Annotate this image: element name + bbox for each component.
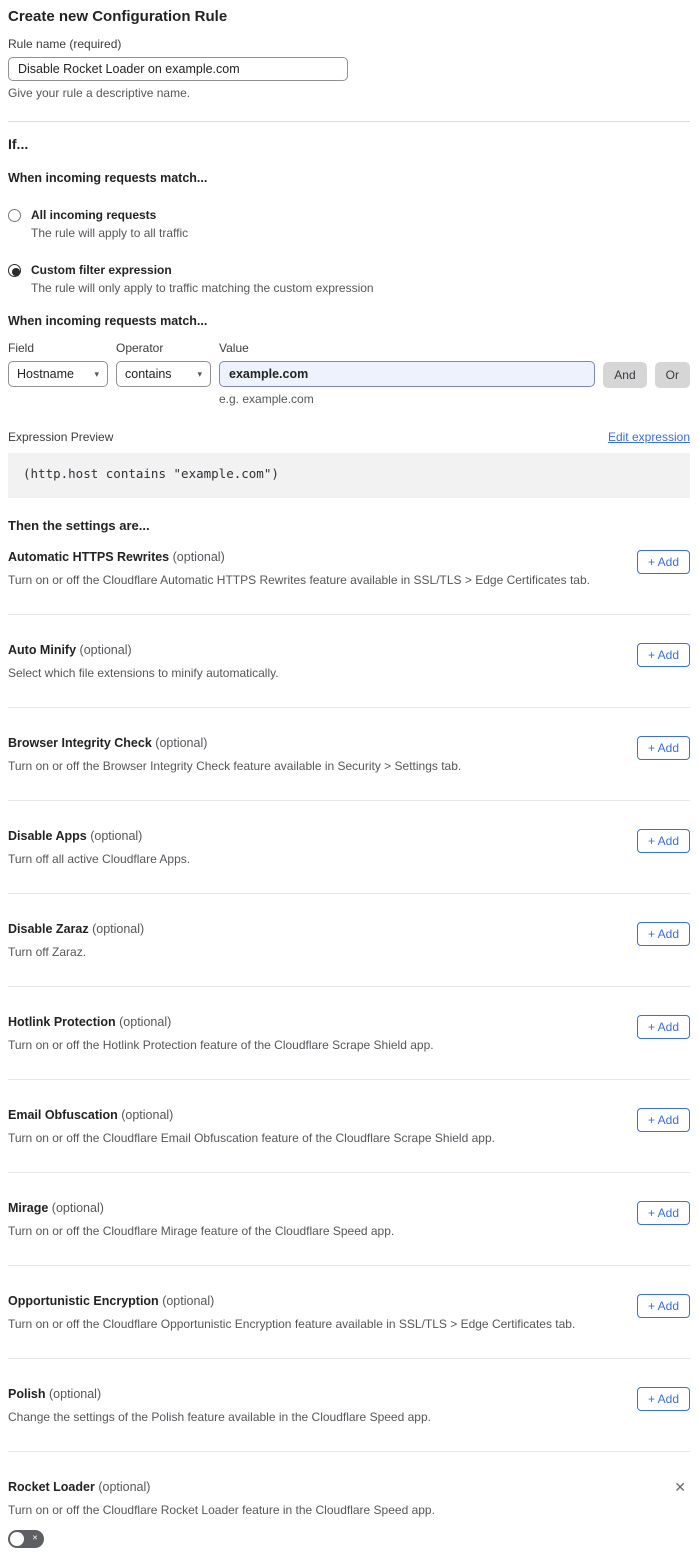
radio-option-text — [31, 263, 374, 295]
setting-row-browser-integrity-check — [8, 708, 690, 801]
setting-text — [8, 1387, 431, 1424]
optional-tag: (optional) — [49, 1387, 102, 1401]
setting-text — [8, 1015, 434, 1052]
setting-text — [8, 1294, 575, 1331]
radio-option-description: The rule will apply to all traffic — [31, 226, 189, 240]
setting-row-disable-zaraz — [8, 894, 690, 987]
setting-description: Change the settings of the Polish feature available in the Cloudflare Speed app. — [8, 1410, 431, 1424]
add-button[interactable]: + Add — [637, 1108, 690, 1132]
setting-text — [8, 643, 279, 680]
radio-option-label: All incoming requests — [31, 208, 157, 222]
setting-row-polish — [8, 1359, 690, 1452]
operator-select[interactable] — [116, 361, 211, 387]
optional-tag: (optional) — [172, 550, 225, 564]
expression-builder-heading: When incoming requests match... — [8, 314, 208, 328]
setting-name: Email Obfuscation (optional) — [8, 1108, 174, 1122]
add-button[interactable]: + Add — [637, 922, 690, 946]
setting-row-opportunistic-encryption — [8, 1266, 690, 1359]
optional-tag: (optional) — [98, 1480, 151, 1494]
rule-name-input[interactable] — [8, 57, 348, 81]
chevron-down-icon: ▾ — [94, 368, 99, 379]
expression-builder — [8, 341, 690, 406]
add-button[interactable]: + Add — [637, 736, 690, 760]
setting-description: Turn on or off the Hotlink Protection feature of the Cloudflare Scrape Shield app. — [8, 1038, 434, 1052]
setting-text — [8, 550, 590, 587]
setting-text — [8, 829, 190, 866]
optional-tag: (optional) — [155, 736, 208, 750]
setting-description: Turn on or off the Cloudflare Rocket Loader feature in the Cloudflare Speed app. — [8, 1503, 435, 1517]
value-column — [219, 341, 595, 406]
operator-select-value: contains — [125, 367, 172, 381]
radio-option-label: Custom filter expression — [31, 263, 172, 277]
radio-option-all-incoming-requests[interactable] — [8, 208, 690, 240]
add-button[interactable]: + Add — [637, 1294, 690, 1318]
radio-button-selected[interactable] — [8, 264, 21, 277]
close-icon[interactable]: ✕ — [670, 1480, 690, 1494]
expression-preview-code: (http.host contains "example.com") — [8, 453, 690, 498]
if-heading: If... — [8, 136, 29, 152]
section-divider — [8, 121, 690, 122]
radio-option-description: The rule will only apply to traffic matching the custom expression — [31, 281, 374, 295]
rule-name-helper: Give your rule a descriptive name. — [8, 86, 191, 100]
operator-label: Operator — [116, 341, 164, 355]
setting-name: Browser Integrity Check (optional) — [8, 736, 208, 750]
add-button[interactable]: + Add — [637, 550, 690, 574]
radio-button-unselected[interactable] — [8, 209, 21, 222]
add-button[interactable]: + Add — [637, 829, 690, 853]
expression-preview-row — [8, 430, 690, 444]
optional-tag: (optional) — [121, 1108, 174, 1122]
setting-description: Turn off Zaraz. — [8, 945, 87, 959]
optional-tag: (optional) — [79, 643, 132, 657]
then-settings-heading: Then the settings are... — [8, 518, 150, 533]
value-label: Value — [219, 341, 249, 355]
operator-column — [116, 341, 211, 387]
setting-name: Disable Zaraz (optional) — [8, 922, 145, 936]
and-button[interactable]: And — [603, 362, 646, 388]
setting-text — [8, 736, 461, 773]
toggle-knob — [10, 1532, 24, 1546]
add-button[interactable]: + Add — [637, 1387, 690, 1411]
setting-name: Hotlink Protection (optional) — [8, 1015, 172, 1029]
setting-description: Turn on or off the Cloudflare Mirage feature of the Cloudflare Speed app. — [8, 1224, 395, 1238]
expression-preview-label: Expression Preview — [8, 430, 114, 444]
field-column — [8, 341, 108, 387]
setting-row-email-obfuscation — [8, 1080, 690, 1173]
setting-name: Automatic HTTPS Rewrites (optional) — [8, 550, 225, 564]
setting-row-hotlink-protection — [8, 987, 690, 1080]
setting-text — [8, 1108, 495, 1145]
setting-name: Opportunistic Encryption (optional) — [8, 1294, 215, 1308]
optional-tag: (optional) — [90, 829, 143, 843]
setting-description: Turn on or off the Cloudflare Opportunistic Encryption feature available in SSL/TLS > Edge Certificates tab. — [8, 1317, 576, 1331]
setting-text — [8, 922, 144, 959]
setting-description: Select which file extensions to minify automatically. — [8, 666, 279, 680]
setting-name: Auto Minify (optional) — [8, 643, 132, 657]
setting-name: Mirage (optional) — [8, 1201, 104, 1215]
setting-name: Disable Apps (optional) — [8, 829, 143, 843]
radio-option-text — [31, 208, 188, 240]
optional-tag: (optional) — [162, 1294, 215, 1308]
setting-row-disable-apps — [8, 801, 690, 894]
add-button[interactable]: + Add — [637, 643, 690, 667]
add-button[interactable]: + Add — [637, 1015, 690, 1039]
setting-text — [8, 1480, 435, 1551]
field-select-value: Hostname — [17, 367, 74, 381]
rocket-loader-toggle-off[interactable] — [8, 1530, 44, 1548]
setting-text — [8, 1201, 394, 1238]
toggle-off-x-icon: ✕ — [32, 1535, 38, 1542]
optional-tag: (optional) — [119, 1015, 172, 1029]
or-button[interactable]: Or — [655, 362, 690, 388]
incoming-requests-match-label: When incoming requests match... — [8, 171, 208, 185]
setting-row-automatic-https-rewrites — [8, 533, 690, 615]
page-title: Create new Configuration Rule — [8, 8, 228, 25]
setting-name: Polish (optional) — [8, 1387, 102, 1401]
radio-option-custom-filter-expression[interactable] — [8, 263, 690, 295]
edit-expression-link[interactable]: Edit expression — [607, 430, 690, 444]
optional-tag: (optional) — [51, 1201, 104, 1215]
value-helper: e.g. example.com — [219, 392, 314, 406]
setting-description: Turn on or off the Cloudflare Email Obfuscation feature of the Cloudflare Scrape Shield app. — [8, 1131, 495, 1145]
value-input[interactable] — [219, 361, 595, 387]
setting-row-mirage — [8, 1173, 690, 1266]
optional-tag: (optional) — [92, 922, 145, 936]
field-select[interactable] — [8, 361, 108, 387]
add-button[interactable]: + Add — [637, 1201, 690, 1225]
setting-description: Turn on or off the Browser Integrity Check feature available in Security > Settings tab. — [8, 759, 462, 773]
setting-row-auto-minify — [8, 615, 690, 708]
chevron-down-icon: ▾ — [197, 368, 202, 379]
field-label: Field — [8, 341, 35, 355]
setting-row-rocket-loader — [8, 1452, 690, 1551]
setting-description: Turn off all active Cloudflare Apps. — [8, 852, 191, 866]
setting-name: Rocket Loader (optional) — [8, 1480, 151, 1494]
setting-description: Turn on or off the Cloudflare Automatic HTTPS Rewrites feature available in SSL/TLS > Edge Certificates tab. — [8, 573, 590, 587]
rule-name-label: Rule name (required) — [8, 37, 122, 51]
